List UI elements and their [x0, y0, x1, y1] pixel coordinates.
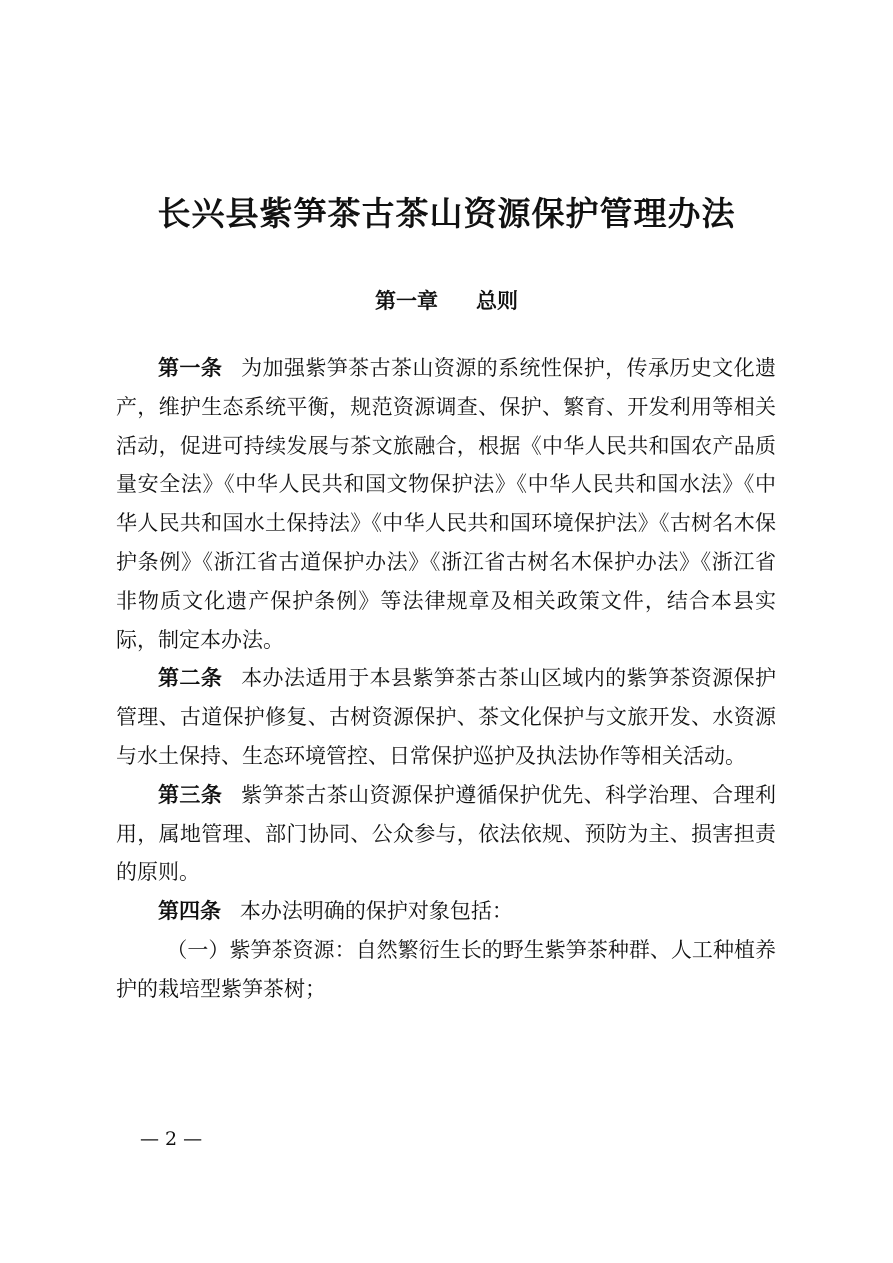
article-heading: 第四条: [158, 899, 221, 924]
article-1: [116, 349, 776, 659]
chapter-name: 总则: [476, 289, 518, 313]
article-text: 本办法明确的保护对象包括：: [239, 899, 513, 924]
article-text: 为加强紫笋茶古茶山资源的系统性保护，传承历史文化遗产，维护生态系统平衡，规范资源调查、保护、繁育、开发利用等相关活动，促进可持续发展与茶文旅融合，根据《中华人民共和国农产品质量安全法》《中华人民共和国文物保护法》《中华人民共和国水法》《中华人民共和国水土保持法》《中华人民共和国环境保护法》《古树名木保护条例》《浙江省古道保护办法》《浙江省古树名木保护办法》《浙江省非物质文化遗产保护条例》等法律规章及相关政策文件，结合本县实际，制定本办法。: [116, 356, 776, 652]
article-4: [116, 892, 776, 931]
article-2: [116, 659, 776, 775]
article-text: 本办法适用于本县紫笋茶古茶山区域内的紫笋茶资源保护管理、古道保护修复、古树资源保护、茶文化保护与文旅开发、水资源与水土保持、生态环境管控、日常保护巡护及执法协作等相关活动。: [116, 666, 776, 768]
document-body: [116, 349, 776, 1009]
article-text: 紫笋茶古茶山资源保护遵循保护优先、科学治理、合理利用，属地管理、部门协同、公众参与，依法依规、预防为主、损害担责的原则。: [116, 782, 776, 885]
list-item: （一）紫笋茶资源：自然繁衍生长的野生紫笋茶种群、人工种植养护的栽培型紫笋茶树；: [116, 937, 776, 1001]
article-heading: 第二条: [158, 666, 223, 691]
article-heading: 第一条: [158, 356, 223, 380]
article-3: [116, 776, 776, 892]
page-number: — 2 —: [140, 1128, 203, 1150]
document-title: 长兴县紫笋茶古茶山资源保护管理办法: [157, 194, 736, 233]
chapter-heading: [0, 285, 893, 315]
article-heading: 第三条: [158, 782, 223, 807]
chapter-number: 第一章: [375, 289, 438, 313]
